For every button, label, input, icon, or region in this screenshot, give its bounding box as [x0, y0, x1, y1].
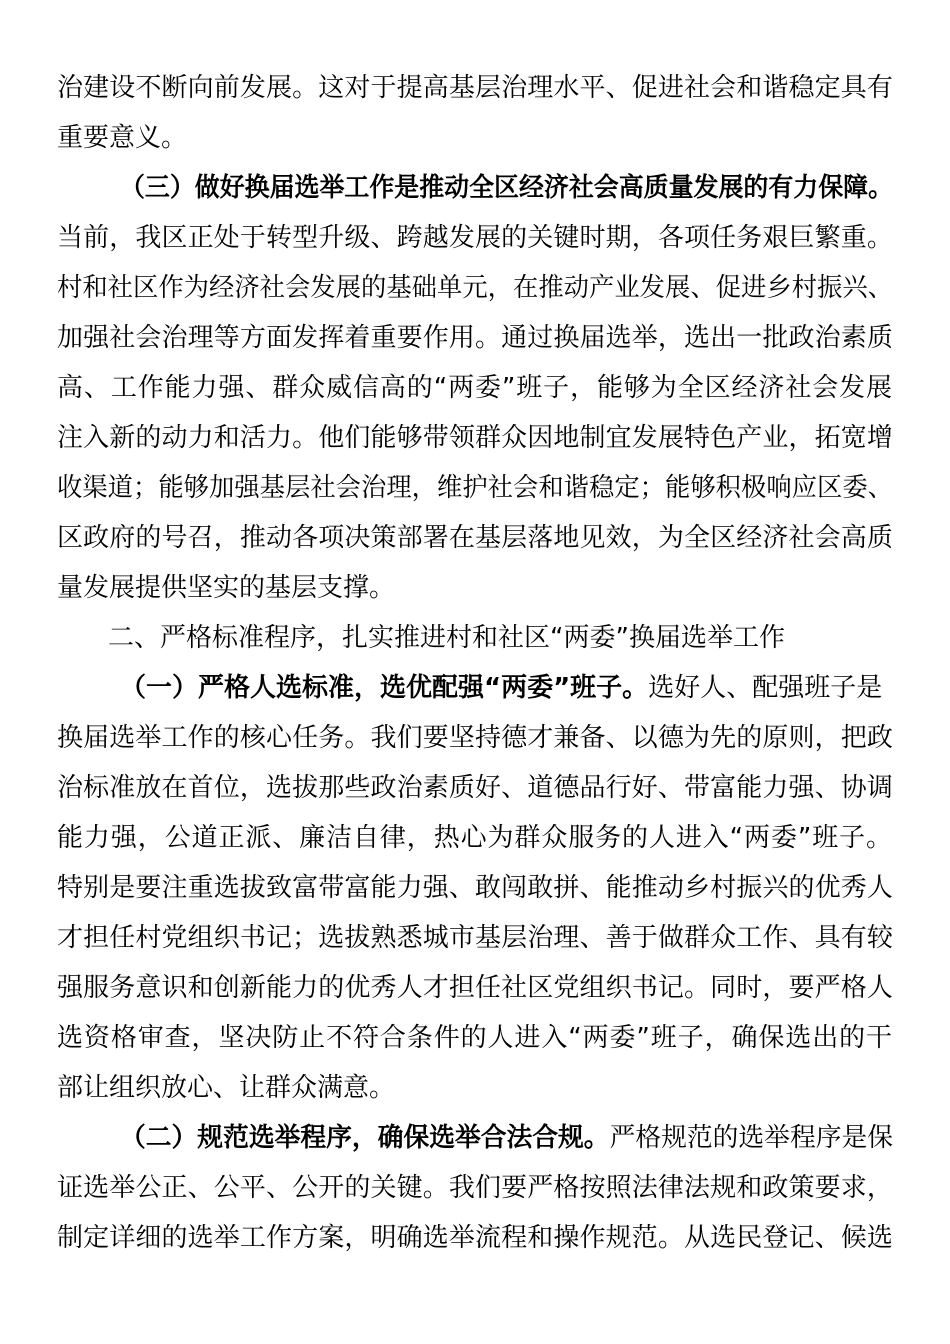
text-line [57, 1220, 893, 1256]
text-line [57, 1170, 893, 1206]
text-segment: 严格规范的选举程序是保 [609, 1123, 894, 1153]
subsection-heading: （二）规范选举程序，确保选举合法合规。 [120, 1123, 610, 1153]
text-line [57, 120, 187, 156]
text-line [57, 1070, 395, 1106]
text-segment: 选资格审查，坚决防止不符合条件的人进入“两委”班子，确保选出的干 [57, 1023, 893, 1053]
text-line [57, 220, 893, 256]
text-segment: 证选举公正、公平、公开的关键。我们要严格按照法律法规和政策要求， [57, 1173, 894, 1203]
text-segment: 加强社会治理等方面发挥着重要作用。通过换届选举，选出一批政治素质 [57, 323, 894, 353]
text-segment: 制定详细的选举工作方案，明确选举流程和操作规范。从选民登记、候选 [57, 1223, 894, 1253]
text-line [120, 670, 882, 706]
section-heading [120, 170, 893, 206]
text-line [57, 470, 893, 506]
heading-text: （三）做好换届选举工作是推动全区经济社会高质量发展的有力保障。 [120, 173, 894, 203]
text-line [57, 570, 395, 606]
text-line [57, 970, 893, 1006]
text-segment: 重要意义。 [57, 123, 188, 153]
text-segment: 量发展提供坚实的基层支撑。 [57, 573, 396, 603]
text-line [57, 720, 893, 756]
text-segment: 强服务意识和创新能力的优秀人才担任社区党组织书记。同时，要严格人 [57, 973, 894, 1003]
text-segment: 当前，我区正处于转型升级、跨越发展的关键时期，各项任务艰巨繁重。 [57, 223, 894, 253]
subsection-heading: （一）严格人选标准，选优配强“两委”班子。 [120, 673, 649, 703]
text-line [57, 520, 893, 556]
text-line [120, 1120, 893, 1156]
text-segment: 治标准放在首位，选拔那些政治素质好、道德品行好、带富能力强、协调 [57, 773, 894, 803]
text-line [57, 820, 893, 856]
text-line [57, 70, 893, 106]
text-segment: 才担任村党组织书记；选拔熟悉城市基层治理、善于做群众工作、具有较 [57, 923, 894, 953]
text-segment: 特别是要注重选拔致富带富能力强、敢闯敢拼、能推动乡村振兴的优秀人 [57, 873, 894, 903]
text-segment: 能力强，公道正派、廉洁自律，热心为群众服务的人进入“两委”班子。 [57, 823, 893, 853]
text-line [57, 320, 893, 356]
text-line [57, 420, 893, 456]
heading-text: 二、严格标准程序，扎实推进村和社区“两委”换届选举工作 [108, 623, 785, 653]
text-segment: 村和社区作为经济社会发展的基础单元，在推动产业发展、促进乡村振兴、 [57, 273, 894, 303]
text-line [57, 370, 893, 406]
text-segment: 选好人、配强班子是 [648, 673, 883, 703]
text-line [57, 920, 893, 956]
text-segment: 治建设不断向前发展。这对于提高基层治理水平、促进社会和谐稳定具有 [57, 73, 894, 103]
text-segment: 部让组织放心、让群众满意。 [57, 1073, 396, 1103]
text-line [57, 270, 893, 306]
text-segment: 高、工作能力强、群众威信高的“两委”班子，能够为全区经济社会发展 [57, 373, 893, 403]
text-line [57, 1020, 893, 1056]
text-segment: 换届选举工作的核心任务。我们要坚持德才兼备、以德为先的原则，把政 [57, 723, 894, 753]
chapter-heading [108, 620, 785, 656]
text-segment: 注入新的动力和活力。他们能够带领群众因地制宜发展特色产业，拓宽增 [57, 423, 894, 453]
text-segment: 区政府的号召，推动各项决策部署在基层落地见效，为全区经济社会高质 [57, 523, 894, 553]
text-line [57, 870, 893, 906]
text-line [57, 770, 893, 806]
text-segment: 收渠道；能够加强基层社会治理，维护社会和谐稳定；能够积极响应区委、 [57, 473, 894, 503]
